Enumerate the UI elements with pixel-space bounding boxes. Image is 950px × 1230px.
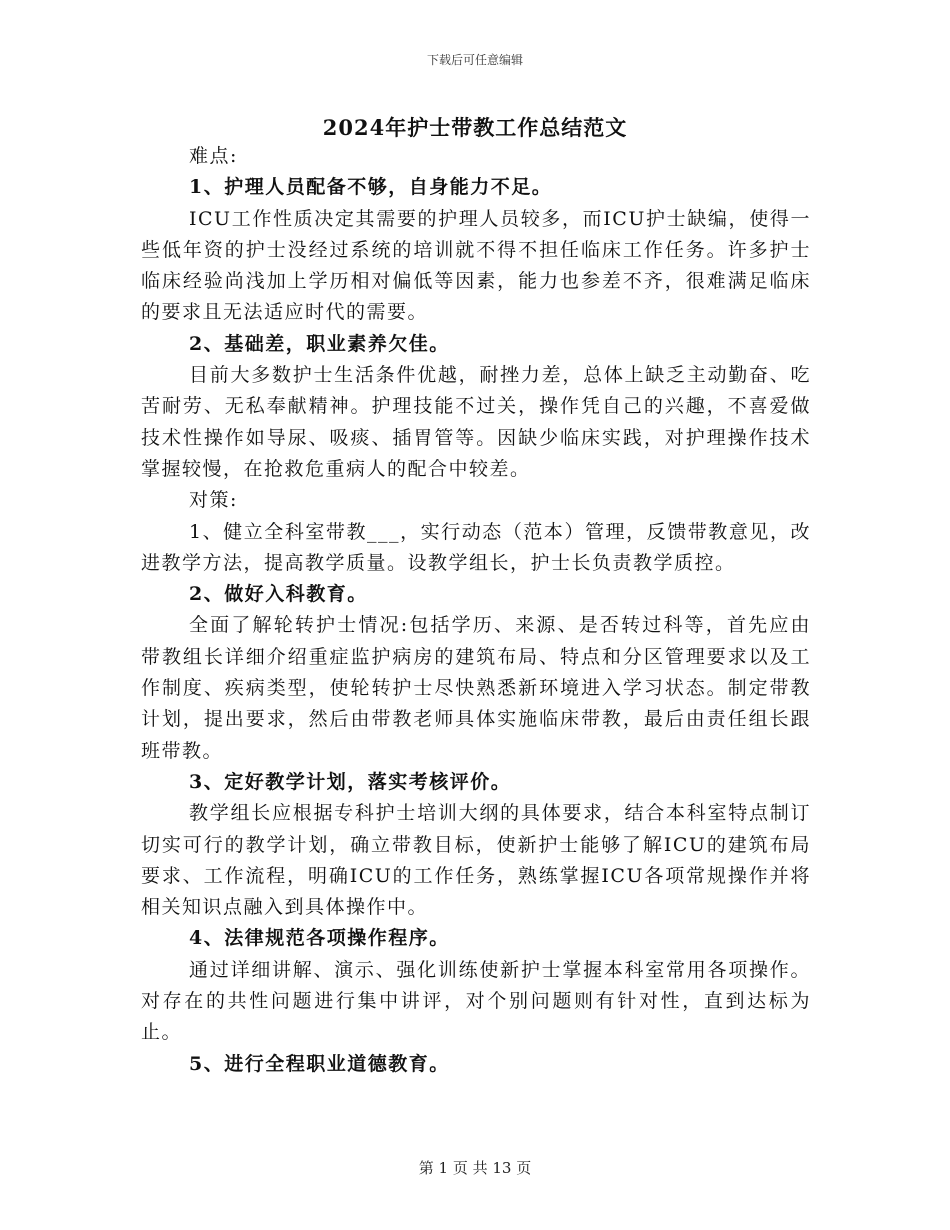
heading-measure-3: 3、定好教学计划，落实考核评价。: [189, 770, 512, 793]
paragraph-difficulty-2: 目前大多数护士生活条件优越，耐挫力差，总体上缺乏主动勤奋、吃苦耐劳、无私奉献精神。护理技能不过关，操作凭自己的兴趣，不喜爱做技术性操作如导尿、吸痰、插胃管等。因缺少临床实践，对护理操作技术掌握较慢，在抢救危重病人的配合中较差。: [141, 364, 811, 480]
document-title: 2024年护士带教工作总结范文: [322, 115, 628, 140]
heading-difficulty-1: 1、护理人员配备不够，自身能力不足。: [189, 176, 553, 199]
document-body: [141, 141, 811, 1080]
paragraph-measures-label: 对策:: [189, 489, 238, 512]
paragraph-measure-3: 教学组长应根据专科护士培训大纲的具体要求，结合本科室特点制订切实可行的教学计划，确立带教目标，使新护士能够了解ICU的建筑布局要求、工作流程，明确ICU的工作任务，熟练掌握ICU各项常规操作并将相关知识点融入到具体操作中。: [141, 802, 811, 919]
paragraph-measure-2: 全面了解轮转护士情况:包括学历、来源、是否转过科等，首先应由带教组长详细介绍重症监护病房的建筑布局、特点和分区管理要求以及工作制度、疾病类型，使轮转护士尽快熟悉新环境进入学习状态。制定带教计划，提出要求，然后由带教老师具体实施临床带教，最后由责任组长跟班带教。: [141, 614, 811, 762]
header-note: 下载后可任意编辑: [426, 53, 523, 67]
heading-measure-4: 4、法律规范各项操作程序。: [189, 927, 450, 950]
heading-measure-2: 2、做好入科教育。: [189, 583, 368, 606]
paragraph-measure-4: 通过详细讲解、演示、强化训练使新护士掌握本科室常用各项操作。对存在的共性问题进行集中讲评，对个别问题则有针对性，直到达标为止。: [141, 958, 811, 1044]
page-footer: 第 1 页 共 13 页: [418, 1159, 532, 1177]
heading-difficulty-2: 2、基础差，职业素养欠佳。: [189, 332, 450, 355]
heading-measure-5: 5、进行全程职业道德教育。: [189, 1052, 450, 1075]
paragraph-difficulties-label: 难点:: [189, 145, 238, 167]
paragraph-measure-1: 1、健立全科室带教___，实行动态（范本）管理，反馈带教意见，改进教学方法，提高教学质量。设教学组长，护士长负责教学质控。: [141, 520, 811, 574]
paragraph-difficulty-1: ICU工作性质决定其需要的护理人员较多，而ICU护士缺编，使得一些低年资的护士没经过系统的培训就不得不担任临床工作任务。许多护士临床经验尚浅加上学历相对偏低等因素，能力也参差不齐，很难满足临床的要求且无法适应时代的需要。: [141, 207, 811, 324]
